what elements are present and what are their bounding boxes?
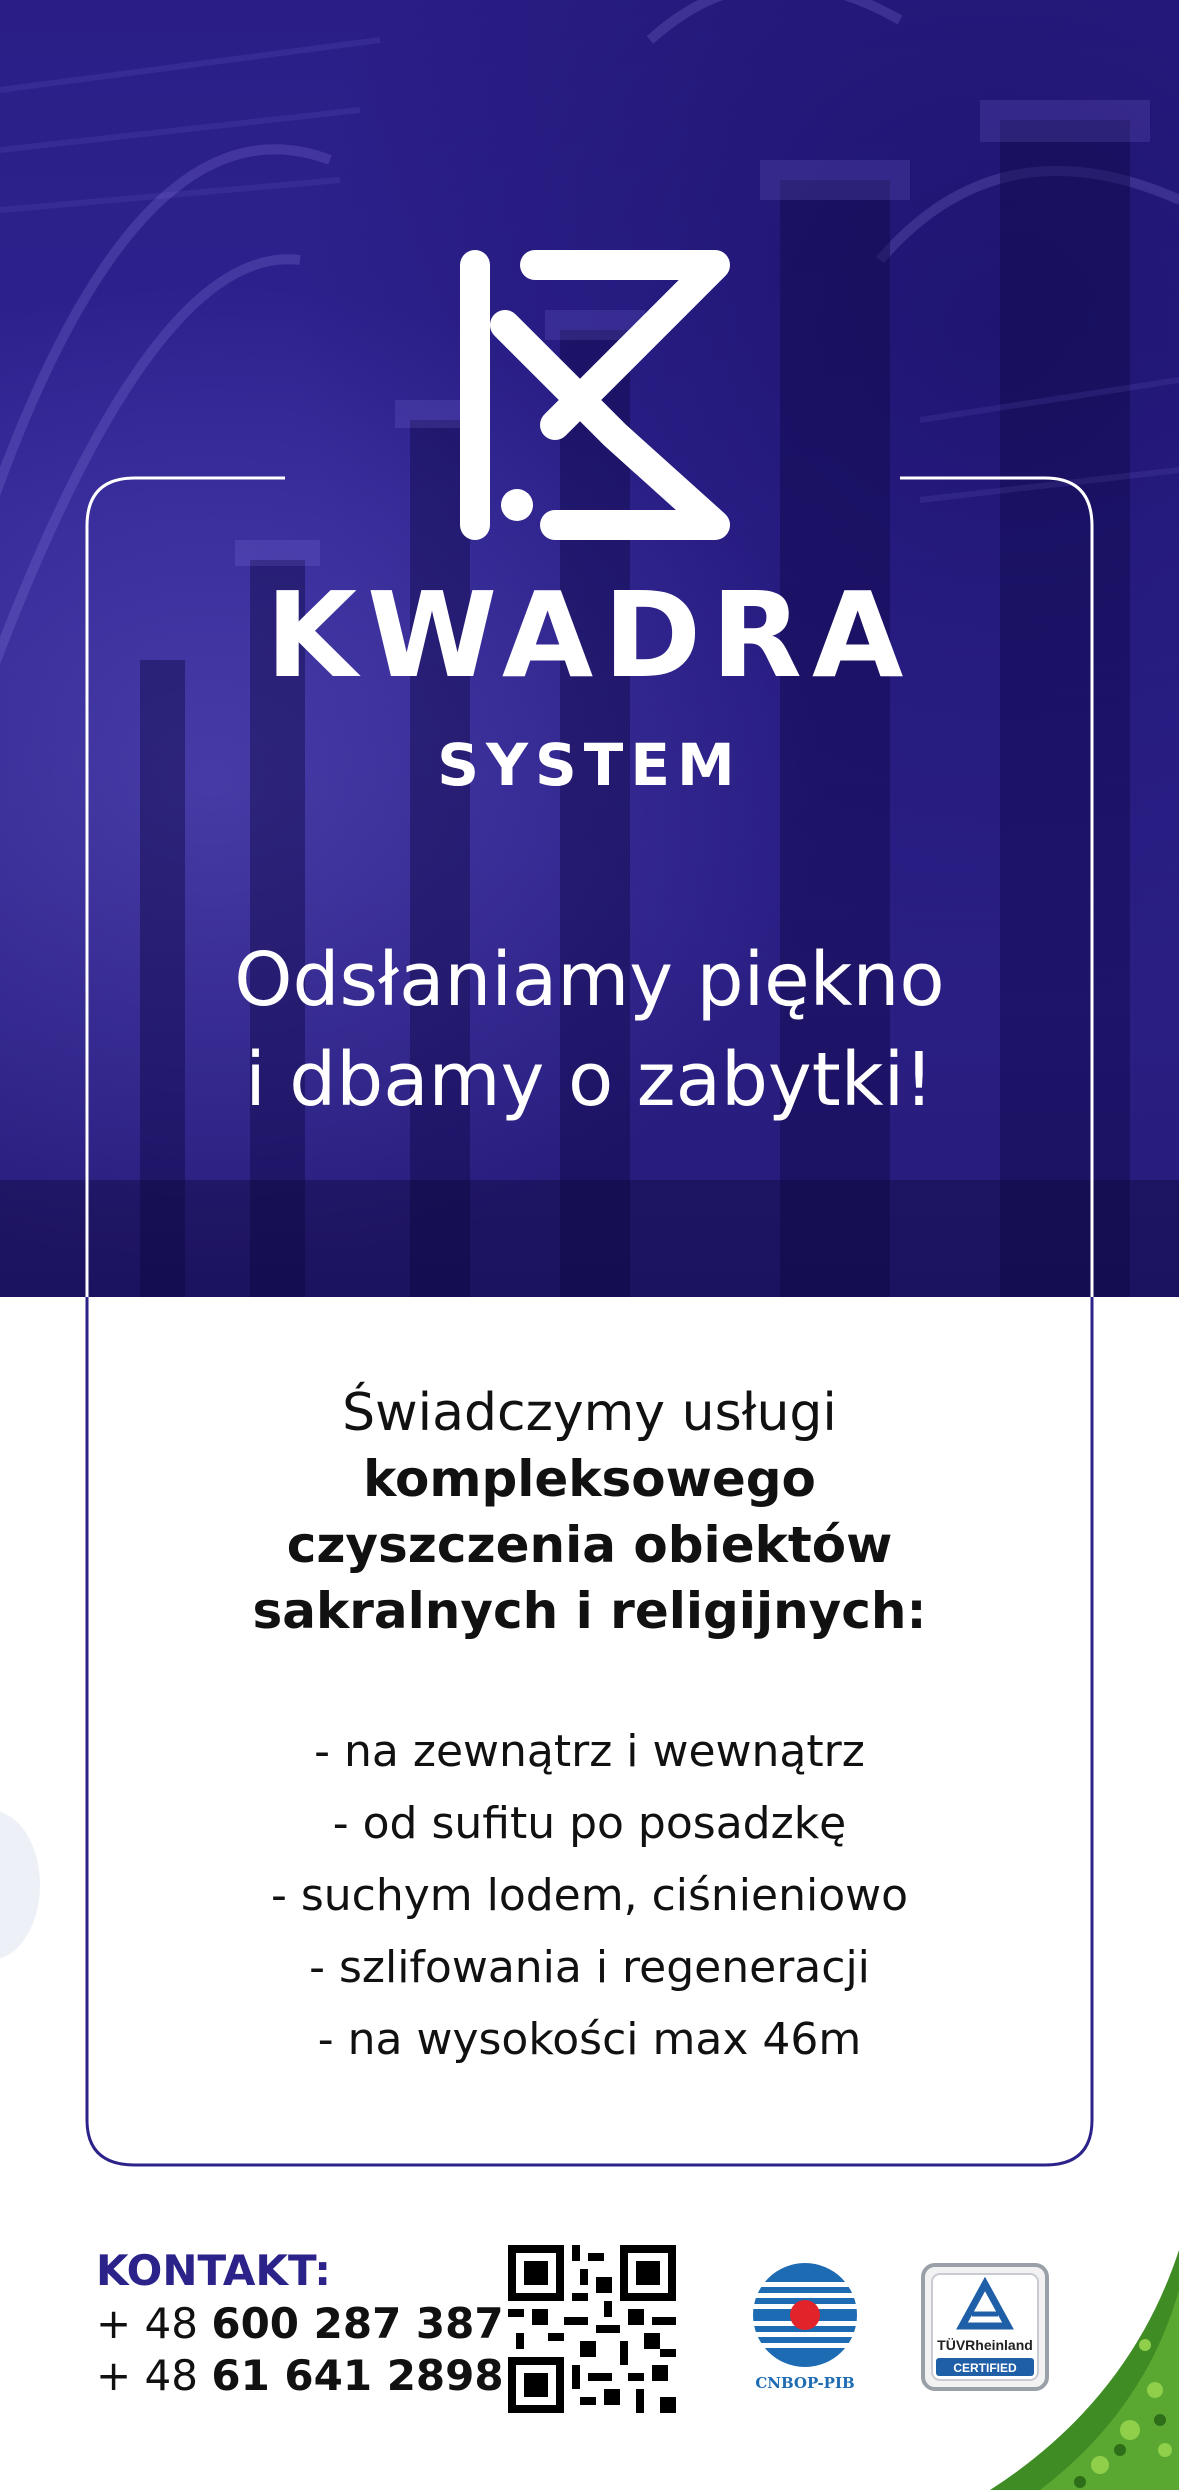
kwadra-k-logo-icon [445, 245, 745, 545]
contact-title: KONTAKT: [96, 2246, 332, 2295]
tuv-label: TÜVRheinland [937, 2337, 1033, 2353]
greenery-decoration [930, 2250, 1179, 2490]
services-heading-line: czyszczenia obiektów [286, 1516, 893, 1574]
phone-digits: 61 641 2898 [211, 2351, 504, 2400]
services-heading-line: sakralnych i religijnych: [252, 1582, 927, 1640]
services-heading-line: kompleksowego [363, 1450, 816, 1508]
service-list-item: - suchym lodem, ciśnieniowo [270, 1870, 909, 1921]
qr-code-icon[interactable] [508, 2245, 676, 2413]
cnbop-pib-logo-icon [745, 2260, 865, 2395]
phone-number[interactable] [96, 2350, 504, 2402]
service-list-item: - na zewnątrz i wewnątrz [314, 1726, 865, 1777]
cnbop-label: CNBOP-PIB [755, 2374, 855, 2392]
services-intro: Świadczymy usługi [342, 1383, 837, 1443]
tuv-badge-text: CERTIFIED [953, 2361, 1017, 2375]
phone-number[interactable] [96, 2298, 504, 2350]
slogan-line-2: i dbamy o zabytki! [245, 1037, 934, 1123]
service-list-item: - szlifowania i regeneracji [309, 1942, 870, 1993]
phone-prefix: + 48 [96, 2351, 212, 2400]
service-list-item: - od sufitu po posadzkę [332, 1798, 847, 1849]
brand-subtitle: SYSTEM [437, 731, 742, 799]
service-list-item: - na wysokości max 46m [317, 2014, 862, 2065]
phone-digits: 600 287 387 [211, 2299, 504, 2348]
slogan-line-1: Odsłaniamy piękno [234, 937, 945, 1023]
brand-name: KWADRA [265, 566, 914, 704]
phone-prefix: + 48 [96, 2299, 212, 2348]
